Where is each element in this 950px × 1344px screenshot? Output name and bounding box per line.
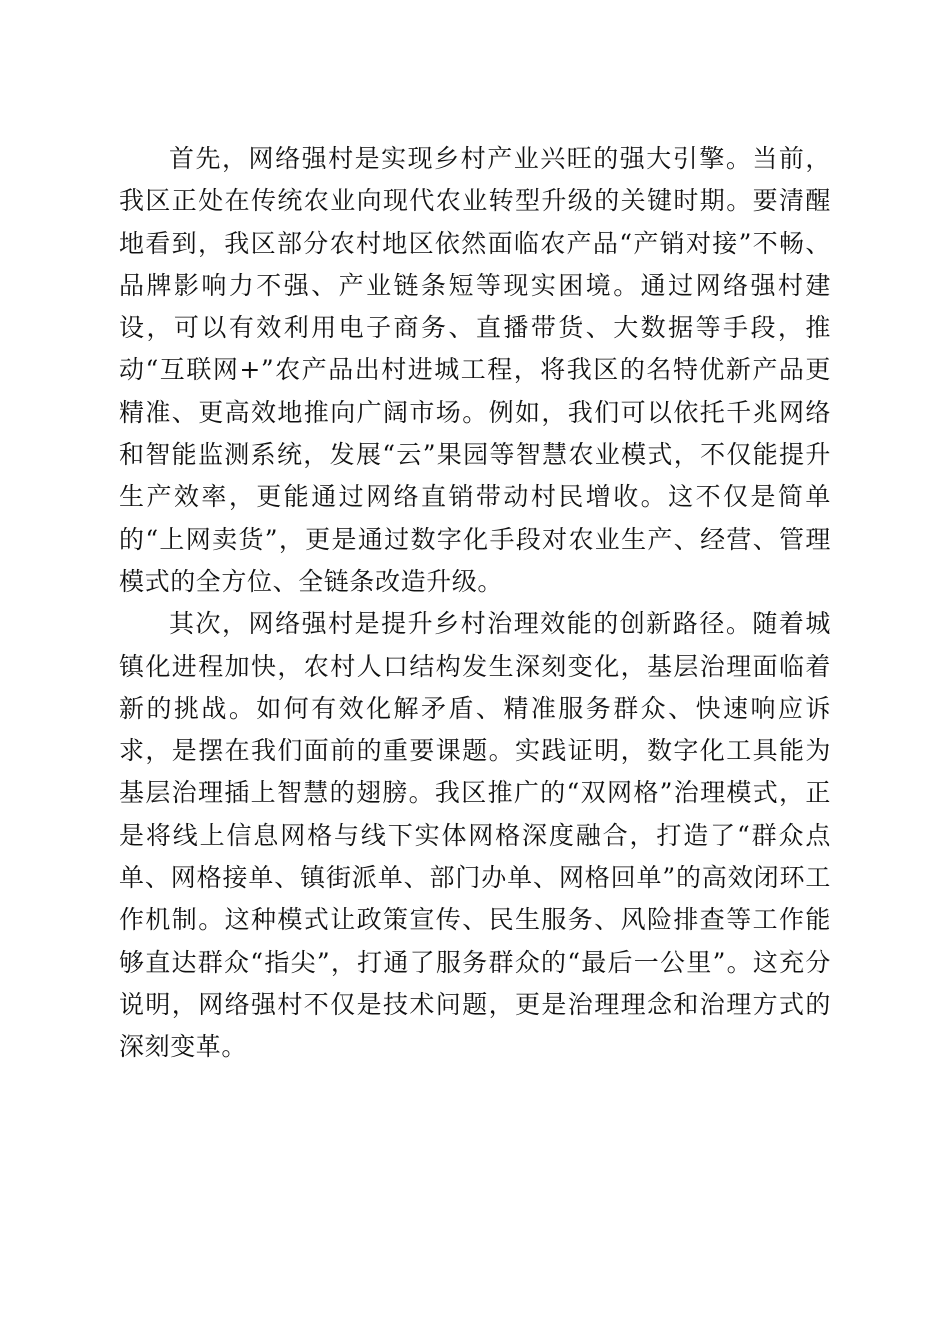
- paragraph-industry: 首先，网络强村是实现乡村产业兴旺的强大引擎。当前，我区正处在传统农业向现代农业转型升级的关键时期。要清醒地看到，我区部分农村地区依然面临农产品“产销对接”不畅、品牌影响力不强、产业链条短等现实困境。通过网络强村建设，可以有效利用电子商务、直播带货、大数据等手段，推动“互联网+”农产品出村进城工程，将我区的名特优新产品更精准、更高效地推向广阔市场。例如，我们可以依托千兆网络和智能监测系统，发展“云”果园等智慧农业模式，不仅能提升生产效率，更能通过网络直销带动村民增收。这不仅是简单的“上网卖货”，更是通过数字化手段对农业生产、经营、管理模式的全方位、全链条改造升级。: [119, 144, 831, 596]
- document-body: [119, 138, 831, 1069]
- paragraph-governance: 其次，网络强村是提升乡村治理效能的创新路径。随着城镇化进程加快，农村人口结构发生深刻变化，基层治理面临着新的挑战。如何有效化解矛盾、精准服务群众、快速响应诉求，是摆在我们面前的重要课题。实践证明，数字化工具能为基层治理插上智慧的翅膀。我区推广的“双网格”治理模式，正是将线上信息网格与线下实体网格深度融合，打造了“群众点单、网格接单、镇街派单、部门办单、网格回单”的高效闭环工作机制。这种模式让政策宣传、民生服务、风险排查等工作能够直达群众“指尖”，打通了服务群众的“最后一公里”。这充分说明，网络强村不仅是技术问题，更是治理理念和治理方式的深刻变革。: [119, 609, 831, 1062]
